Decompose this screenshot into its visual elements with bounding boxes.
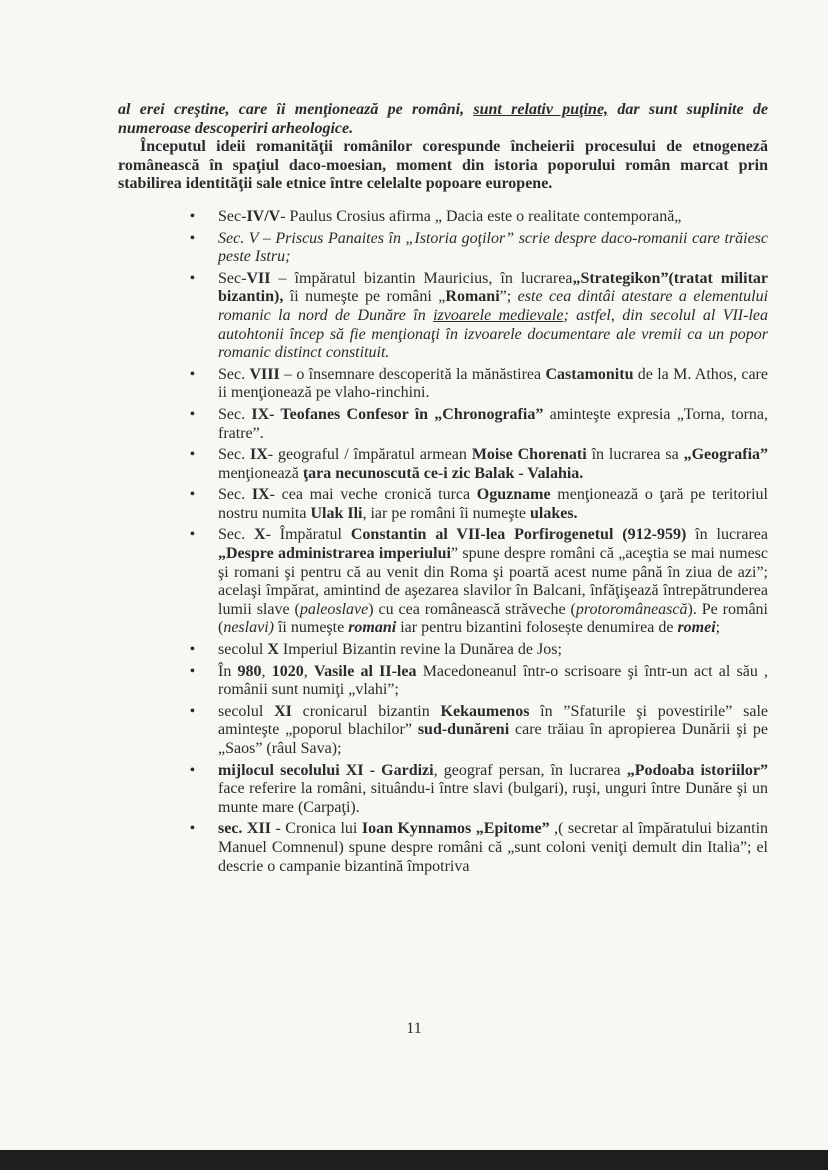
bullet-icon: • (190, 270, 195, 286)
bullet-icon: • (190, 821, 195, 837)
romanity-paragraph: Începutul ideii romanităţii românilor corespunde încheierii procesului de etnogeneză românească în spaţiul daco-moesian, moment din istoria poporului român marcat prin stabilirea identităţii sale etnice între celelalte popoare europene. (118, 138, 768, 193)
list-item: • Sec-VII – împăratul bizantin Mauricius, în lucrarea„Strategikon”(tratat militar bizantin), îi numeşte pe români „Romani”; este cea dintâi atestare a elementului romanic la nord de Dunăre în izvoarele medievale; astfel, din secolul al VII-lea autohtonii încep să fie menţionaţi în izvoarele documentare ale vremii ca un popor romanic distinct constituit. (190, 269, 769, 362)
list-item: • secolul X Imperiul Bizantin revine la Dunărea de Jos; (190, 641, 562, 659)
bullet-icon: • (190, 406, 195, 422)
bullet-icon: • (190, 208, 195, 224)
bullet-icon: • (190, 663, 195, 679)
bullet-icon: • (190, 527, 195, 543)
page-number: 11 (406, 1020, 422, 1037)
intro-text-a: al erei creştine, care îi menţionează pe români, (118, 101, 474, 118)
bullet-icon: • (190, 642, 195, 658)
list-item: • Sec. V – Priscus Panaites în „Istoria goţilor” scrie despre daco-romanii care trăiesc peste Istru; (190, 229, 769, 266)
bullet-icon: • (190, 762, 195, 778)
list-item: • Sec. IX- geograful / împăratul armean Moise Chorenati în lucrarea sa „Geografia” menţionează ţara necunoscută ce-i zic Balak - Valahia. (190, 446, 769, 482)
bullet-icon: • (190, 366, 195, 382)
intro-underlined-text: sunt relativ puţine, (473, 101, 609, 118)
chronology-list (118, 208, 768, 876)
page-content (118, 101, 768, 879)
list-item: • mijlocul secolului XI - Gardizi, geograf persan, în lucrarea „Podoaba istoriilor” face referire la români, situându-i între slavi (bulgari), ruşi, unguri între Dunăre şi un munte mare (Carpaţi). (190, 761, 768, 816)
list-item: • Sec. VIII – o însemnare descoperită la mănăstirea Castamonitu de la M. Athos, care ii menţionează pe vlaho-rinchini. (190, 365, 768, 402)
intro-text-b: dar sunt suplinite de numeroase descoperiri arheologice. (118, 101, 769, 137)
list-item: • Sec-IV/V- Paulus Crosius afirma „ Dacia este o realitate contemporană„ (190, 207, 682, 225)
list-item: • sec. XII - Cronica lui Ioan Kynnamos „Epitome” ,( secretar al împăratului bizantin Manuel Comnenul) spune despre români că „sunt coloni veniţi demult din Italia”; el descrie o campanie bizantină împotriva (190, 820, 769, 875)
list-item: • Sec. IX- Teofanes Confesor în „Chronografia” aminteşte expresia „Torna, torna, fratre”. (190, 405, 769, 442)
list-item: • Sec. IX- cea mai veche cronică turca Oguzname menţionează o ţară pe teritoriul nostru numita Ulak Ili, iar pe români îi numeşte ulakes. (190, 486, 768, 522)
scan-edge (0, 1150, 828, 1170)
bullet-icon: • (190, 230, 195, 246)
bullet-icon: • (190, 703, 195, 719)
list-item: • Sec. X- Împăratul Constantin al VII-lea Porfirogenetul (912-959) în lucrarea „Despre administrarea imperiului” spune despre români că „aceştia se mai numesc şi romani şi pentru că au venit din Roma şi poartă acest nume până în ziua de azi”; acelaşi împărat, amintind de aşezarea slavilor în Balcani, înfăţişează întrepătrunderea lumii slave (paleoslave) cu cea românească străveche (protoromânească). Pe români (neslavi) îi numeşte romani iar pentru bizantini folosește denumirea de romei; (190, 526, 769, 637)
bullet-icon: • (190, 447, 195, 463)
list-item: • În 980, 1020, Vasile al II-lea Macedoneanul într-o scrisoare şi într-un act al său , românii sunt numiţi „vlahi”; (190, 662, 769, 699)
bullet-icon: • (190, 487, 195, 503)
intro-paragraph (118, 101, 768, 138)
list-item: • secolul XI cronicarul bizantin Kekaumenos în ”Sfaturile şi povestirile” sale aminteşte „poporul blachilor” sud-dunăreni care trăiau în apropierea Dunării şi pe „Saos” (râul Sava); (190, 702, 769, 757)
